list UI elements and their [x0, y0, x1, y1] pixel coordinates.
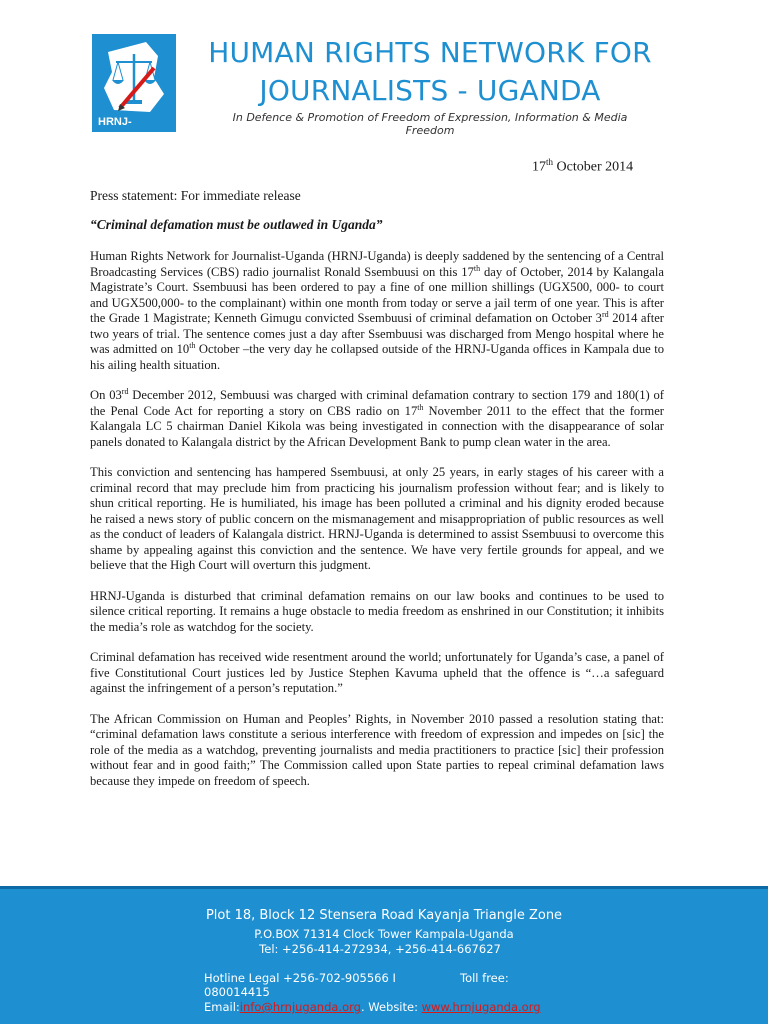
organization-tagline: In Defence & Promotion of Freedom of Expression, Information & Media Freedom — [232, 111, 628, 137]
footer-hotline: Hotline Legal +256-702-905566 I — [204, 971, 396, 985]
paragraph-2-text: December 2012, Sembuusi was charged with criminal defamation contrary to section 179 and 180(1) of the Penal Code Act for reporting a story on CBS radio on 17 — [90, 388, 664, 418]
organization-logo — [92, 34, 176, 132]
ordinal-suffix: th — [417, 402, 424, 412]
footer-telephone: Tel: +256-414-272934, +256-414-667627 — [259, 942, 501, 956]
paragraph-3: This conviction and sentencing has hampered Ssembuusi, at only 25 years, in early stages of his career with a criminal record that may preclude him from practicing his journalism profession without fear; and is likely to shun critical reporting. He is humiliated, his image has been polluted a criminal and his dignity eroded because he raised a news story of public concern on the mismanagement and misappropriation of public resources as well as the conduct of leaders of Kalangala district. HRNJ-Uganda is determined to assist Ssembuusi to overcome this shame by appealing against this conviction and the sentence. We have very fertile grounds for appeal, and we believe that the High Court will overturn this judgment. — [90, 465, 664, 572]
paragraph-1 — [90, 249, 664, 373]
title-line-1: HUMAN RIGHTS NETWORK FOR — [208, 36, 652, 69]
paragraph-1-text: 2014 after two years of trial. The sentence comes just a day after Ssembuusi was discharged from Mengo hospital where he was admitted on 10 — [90, 311, 664, 356]
scales-of-justice-icon — [98, 38, 170, 116]
paragraph-2-text: On 03 — [90, 388, 122, 402]
footer-email-website — [204, 1000, 541, 1014]
paragraph-4: HRNJ-Uganda is disturbed that criminal defamation remains on our law books and continues to be used to silence critical reporting. It remains a huge obstacle to media freedom as enshrined in our Constitution; it inhibits the media’s role as watchdog for the society. — [90, 588, 664, 634]
paragraph-1-text: Human Rights Network for Journalist-Uganda (HRNJ-Uganda) is deeply saddened by the sentencing of a Central Broadcasting Services (CBS) radio journalist Ronald Ssembuusi on this 17 — [90, 249, 664, 279]
paragraph-1-text: October –the very day he collapsed outside of the HRNJ-Uganda offices in Kampala due to his ailing health situation. — [90, 342, 664, 372]
release-line: Press statement: For immediate release — [90, 188, 301, 203]
ordinal-suffix: rd — [601, 309, 609, 319]
date-day: 17 — [532, 159, 546, 175]
ordinal-suffix: th — [189, 340, 196, 350]
website-link[interactable]: www.hrnjuganda.org — [421, 1000, 541, 1014]
paragraph-6: The African Commission on Human and Peoples’ Rights, in November 2010 passed a resolution stating that: “criminal defamation laws constitute a serious interference with freedom of expression and impedes on [sic] the role of the media as a watchdog, preventing journalists and media practitioners to practice [sic] their profession without fear and in good faith;” The Commission called upon State parties to repeal criminal defamation laws because they impede on freedom of speech. — [90, 711, 664, 788]
paragraph-1-text: day of October, 2014 by Kalangala Magistrate’s Court. Ssembuusi has been ordered to pay a fine of one million shillings (UGX500, 000- to court and UGX500,000- to the complainant) within one month from today or serve a jail term of one year. This is after the Grade 1 Magistrate; Kenneth Gimugu convicted Ssembuusi of criminal defamation on October 3 — [90, 264, 664, 325]
footer-pobox: P.O.BOX 71314 Clock Tower Kampala-Uganda — [254, 927, 514, 941]
letter-date — [532, 157, 633, 176]
paragraph-2 — [90, 388, 664, 450]
ordinal-suffix: rd — [121, 386, 129, 396]
paragraph-2-text: November 2011 to the effect that the former Kalangala LC 5 chairman Daniel Kikola was being investigated in connection with the disappearance of solar panels donated to Kalangala district by the African Development Bank to pump clean water in the area. — [90, 403, 664, 449]
logo-abbreviation: HRNJ- — [98, 116, 132, 128]
email-link[interactable]: info@hrnjuganda.org — [239, 1000, 361, 1014]
website-label: . Website: — [360, 1000, 422, 1014]
footer-address: Plot 18, Block 12 Stensera Road Kayanja Triangle Zone — [205, 908, 563, 923]
statement-headline: “Criminal defamation must be outlawed in Uganda” — [90, 217, 383, 232]
email-label: Email: — [204, 1000, 240, 1014]
footer-toll-free-number: 080014415 — [204, 985, 270, 999]
ordinal-suffix: th — [473, 263, 481, 273]
footer-rule — [0, 886, 768, 889]
statement-body — [90, 249, 664, 804]
date-suffix: th — [546, 157, 554, 167]
contact-footer — [0, 886, 768, 1024]
paragraph-5: Criminal defamation has received wide resentment around the world; unfortunately for Uganda’s case, a panel of five Constitutional Court justices led by Justice Stephen Kavuma upheld that the offence is “…a safeguard against the infringement of a person’s reputation.” — [90, 650, 664, 695]
footer-toll-free-label: Toll free: — [460, 971, 509, 985]
date-month-year: October 2014 — [553, 159, 634, 175]
organization-title — [190, 34, 670, 110]
title-line-2: JOURNALISTS - UGANDA — [259, 74, 601, 107]
